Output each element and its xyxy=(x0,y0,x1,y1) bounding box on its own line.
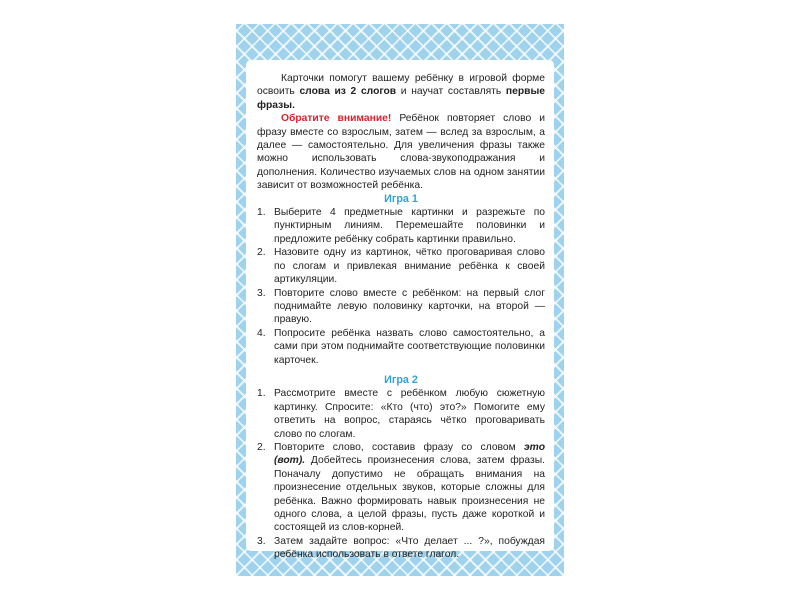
item-number: 2. xyxy=(257,441,266,453)
game1-list xyxy=(257,206,545,367)
intro-text-2: и научат составлять xyxy=(396,86,506,98)
emphasis-word-alt: (вот). xyxy=(274,455,306,467)
item-number: 2. xyxy=(257,247,266,259)
list-item xyxy=(257,287,545,327)
item-text-part: Повторите слово, составив фразу со словом xyxy=(274,441,524,453)
game1-title: Игра 1 xyxy=(384,192,418,205)
list-item xyxy=(257,387,545,441)
item-text: Затем задайте вопрос: «Что делает ... ?», побуждая ребёнка использовать в ответе глагол. xyxy=(274,535,545,561)
item-text xyxy=(274,441,545,535)
item-number: 1. xyxy=(257,207,266,219)
item-text: Повторите слово вместе с ребёнком: на первый слог поднимайте левую половинку карточки, на второй — правую. xyxy=(274,287,545,326)
item-number: 3. xyxy=(257,535,266,547)
emphasis-word: это xyxy=(524,441,545,453)
item-text: Выберите 4 предметные картинки и разрежьте по пунктирным линиям. Перемешайте половинки и предложите ребёнку собрать картинки правильно. xyxy=(274,207,545,245)
item-number: 3. xyxy=(257,287,266,299)
item-number: 1. xyxy=(257,388,266,400)
game2-list xyxy=(257,387,545,561)
item-text-part: Добейтесь произнесения слова, затем фразы. Поначалу допустимо не обращать внимания на произнесение отдельных звуков, которые сложны для ребёнка. Важно формировать навык произнесения не одного слова, а целой фразы, пусть даже короткой и состоящей из слов-корней. xyxy=(274,455,545,534)
item-text: Назовите одну из картинок, чётко проговаривая слово по слогам и привлекая внимание ребёнка к своей артикуляции. xyxy=(274,247,545,286)
attention-paragraph xyxy=(257,112,545,192)
list-item xyxy=(257,535,545,562)
intro-bold-phrases: первые фразы. xyxy=(257,86,546,111)
game2-title: Игра 2 xyxy=(384,373,418,386)
instruction-panel xyxy=(246,60,554,561)
item-number: 4. xyxy=(257,327,266,339)
intro-text-1: Карточки помогут вашему ребёнку в игровой форме освоить xyxy=(257,73,545,98)
item-text: Попросите ребёнка назвать слово самостоятельно, а сами при этом поднимайте соответствующие половинки карточек. xyxy=(274,327,545,366)
intro-bold-syllables: слова из 2 слогов xyxy=(299,86,397,98)
intro-paragraph xyxy=(257,72,545,112)
attention-text: Ребёнок повторяет слово и фразу вместе со взрослым, затем — вслед за взрослым, а далее — самостоятельно. Для увеличения фразы также можно использовать слова-звукоподражания и дополнения. Количество изучаемых слов на одном занятии зависит от возможностей ребёнка. xyxy=(257,113,545,192)
list-item xyxy=(257,441,545,535)
attention-label: Обратите внимание! xyxy=(281,113,392,125)
item-text: Рассмотрите вместе с ребёнком любую сюжетную картинку. Спросите: «Кто (что) это?» Помогите ему ответить на вопрос, стараясь чётко проговаривать слово по слогам. xyxy=(274,388,545,440)
list-item xyxy=(257,327,545,367)
list-item xyxy=(257,246,545,286)
list-item xyxy=(257,206,545,246)
